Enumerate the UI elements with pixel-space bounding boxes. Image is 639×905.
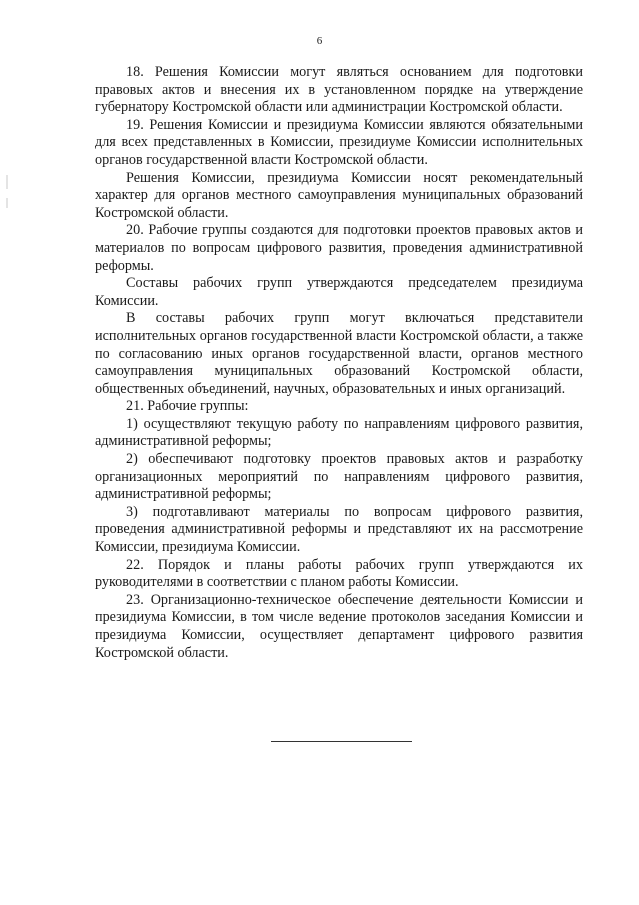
paragraph-21: 21. Рабочие группы: [126, 398, 249, 415]
scan-edge-mark [6, 198, 8, 208]
document-body [95, 64, 583, 662]
paragraph-18: 18. Решения Комиссии могут являться основанием для подготовки правовых актов и внесения их в установленном порядке на утверждение губернатору Костромской области или администрации Костромской области. [95, 64, 583, 116]
paragraph-20-members: В составы рабочих групп могут включаться представители исполнительных органов государственной власти Костромской области, а также по согласованию иных органов государственной власти, органов местного самоуправления муниципальных образований Костромской области, общественных объединений, научных, образовательных и иных организаций. [95, 310, 583, 397]
paragraph-20: 20. Рабочие группы создаются для подготовки проектов правовых актов и материалов по вопросам цифрового развития, проведения административной реформы. [95, 222, 583, 274]
scan-edge-mark [6, 175, 8, 189]
list-item: 1) осуществляют текущую работу по направлениям цифрового развития, административной реформы; [95, 415, 583, 450]
list-item: 2) обеспечивают подготовку проектов правовых актов и разработку организационных мероприятий по направлениям цифрового развития, административной реформы; [95, 451, 583, 503]
paragraph-19: 19. Решения Комиссии и президиума Комиссии являются обязательными для всех представленных в Комиссии, президиуме Комиссии исполнительных органов государственной власти Костромской области. [95, 116, 583, 168]
paragraph-19-recommendation: Решения Комиссии, президиума Комиссии носят рекомендательный характер для органов местного самоуправления муниципальных образований Костромской области. [95, 169, 583, 221]
paragraph-20-composition: Составы рабочих групп утверждаются председателем президиума Комиссии. [95, 275, 583, 309]
closing-rule [271, 741, 412, 742]
page-number: 6 [316, 35, 323, 47]
paragraph-23: 23. Организационно-техническое обеспечение деятельности Комиссии и президиума Комиссии, в том числе ведение протоколов заседания Комиссии и президиума Комиссии, осуществляет департамент цифрового развития Костромской области. [95, 591, 583, 661]
paragraph-22: 22. Порядок и планы работы рабочих групп утверждаются их руководителями в соответствии с планом работы Комиссии. [95, 556, 583, 591]
list-item: 3) подготавливают материалы по вопросам цифрового развития, проведения административной реформы и представляют их на рассмотрение Комиссии, президиума Комиссии. [95, 503, 583, 556]
